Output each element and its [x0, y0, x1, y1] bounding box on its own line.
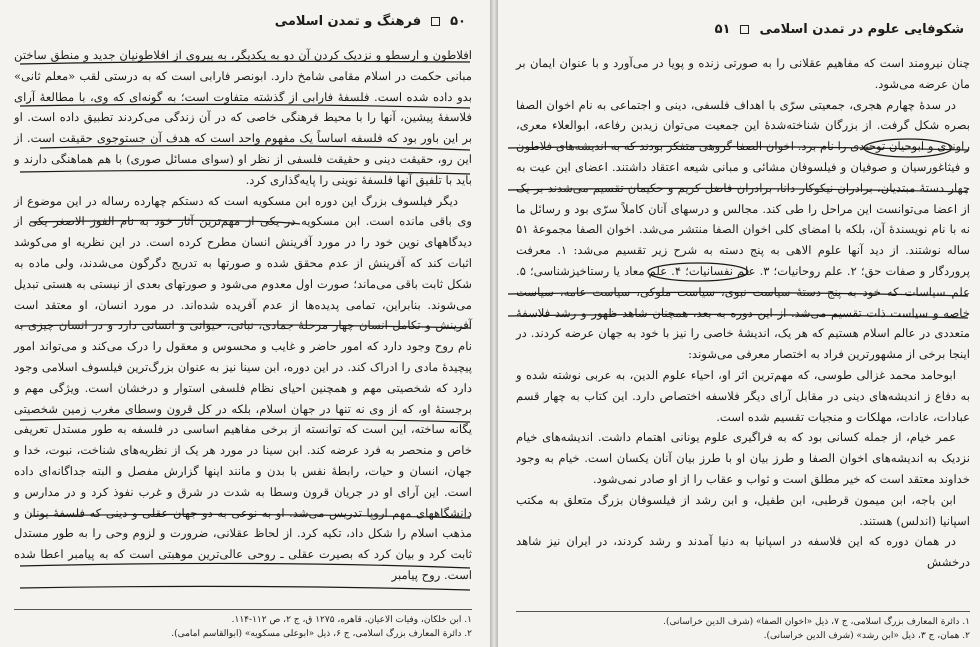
left-page-header: [20, 14, 466, 29]
paragraph: دیگر فیلسوف بزرگ این دوره ابن مسکویه است که دستکم چهارده رساله در این موضوع از وی باقی مانده است. ابن مسکویه در یکی از مهم‌ترین آثار خود به نام الفوز الاصغر یکی از دیدگاههای نوین خود را در مورد آفرینش انسان مطرح کرده است. در این نظریه او می‌کوشد اثبات کند که آفرینش از عدم محقق شده و صورتها به تدریج دگرگون می‌شدند، ولی ماده به شکل ثابت باقی می‌ماند؛ صورت اول معدوم می‌شود و صورتهای بعدی از نیستی به هستی تبدیل می‌شوند. بنابراین، تمامی پدیده‌ها از عدم آفریده شده‌اند. در مورد انسان، او معتقد است آفرینش و تکامل انسان چهار مرحلهٔ جمادی، نباتی، حیوانی و انسانی دارد و در انسان چیزی به نام روح وجود دارد که امور حاضر و غایب و محسوس و معقول را درک می‌کند و می‌تواند امور پیچیدهٔ مادی را ادراک کند. در این دوره، ابن سینا نیز به عنوان بزرگ‌ترین فیلسوف اسلامی وجود دارد که شخصیتی مهم و همچنین احیای نظام فلسفی استوار و درخشان است. ویژگی مهم و برجستهٔ او، که از وی نه تنها در جهان اسلام، بلکه در کل قرون وسطای مغرب زمین شخصیتی یگانه ساخته، این است که توانسته از برخی مفاهیم اساسی در فلسفه به طور مستدل تعریفی خاص و منحصر به فرد عرضه کند. ابن سینا در مورد هر یک از نظریه‌های شناخت، نبوت، خدا و جهان، انسان و حیات، رابطهٔ نفس با بدن و مانند اینها گزارش مفصل و البته جداگانه‌ای داده است. این آرای او در جریان قرون وسطا به شدت در شرق و غرب نفوذ کرد و در مدارس و دانشگاههای مهم اروپا تدریس می‌شد. او به نوعی به دو جهان عقلی و دینی که فلسفهٔ یونان و مذهب اسلام را شکل داد، تکیه کرد. از لحاظ عقلانی، ضرورت و لزوم وحی را به طور مستدل ثابت کرد و بیان کرد که بصیرت عقلی ـ روحی عالی‌ترین موهبتی است که به پیامبر اعطا شده است. روح پیامبر: [14, 193, 472, 582]
paragraph: در همان دوره که این فلاسفه در اسپانیا به دنیا آمدند و رشد کردند، در ایران نیز شاهد درخشش: [516, 534, 970, 570]
page-number: ۵۱: [714, 22, 731, 37]
footnote: ۱. ابن خلکان، وفیات الاعیان، قاهره، ۱۲۷۵ ق، ج ۲، ص ۱۱۲-۱۱۴.: [231, 615, 472, 625]
paragraph: چنان نیرومند است که مفاهیم عقلانی را به صورتی زنده و پویا در می‌آورد و با عنوان ایمان بر مان عرضه می‌شود.: [516, 56, 970, 91]
footnotes: [516, 611, 970, 643]
running-title: فرهنگ و تمدن اسلامی: [274, 14, 422, 29]
footnote: ۲. دائرة المعارف بزرگ اسلامی، ج ۶، ذیل «ابوعلی مسکویه» (ابوالقاسم امامی).: [171, 629, 472, 639]
right-page: [498, 0, 980, 647]
paragraph: در سدهٔ چهارم هجری، جمعیتی سرّی با اهداف فلسفی، دینی و اجتماعی به نام اخوان الصفا بصره شکل گرفت. از بزرگان شناخته‌شدهٔ این جمعیت می‌توان زیدبن رفاعه، ابوالعلاء معری، راوندی و ابوحیان توحیدی را نام برد. اخوان الصفا گروهی متفکر بودند که به اندیشه‌های فلاطون و فیثاغورسیان و صوفیان و فیلسوفان مشائی و مبانی شیعه اعتقاد داشتند. اعضای این عیت به چهار دستهٔ مبتدیان، برادران نیکوکار دانا، برادران فاضل کریم و حکیمان تقسیم می‌شدند بر یک از اعضا می‌توانست این مراحل را طی کند. مجالس و درسهای آنان کاملاً سرّی بود و رسائل ما نه با نام نویسندهٔ آن، بلکه با امضای کلی اخوان الصفا منتشر می‌شد. اخوان الصفا مجموعهٔ ۵۱ ساله نوشتند. از دید آنها علوم الاهی به پنج دسته به شرح زیر تقسیم می‌شد: ۱. معرفت پروردگار و صفات حق؛ ۲. علم روحانیات؛ ۳. علم نفسانیات؛ ۴. علم معاد یا رستاخیزشناسی؛ ۵. علم سیاسات که خود به پنج دستهٔ سیاست نبوی، سیاست ملوکی، سیاست عامه، سیاست خاصه و سیاست ذات تقسیم می‌شد. از این دوره به بعد، همچنان شاهد ظهور و رشد فلاسفهٔ متعددی در عالم اسلام هستیم که هر یک، اندیشهٔ خاصی را نیز با خود به جهان عرضه کردند. در اینجا برخی از مشهورترین فراد به اختصار معرفی می‌شوند:: [516, 97, 971, 362]
right-page-header: [522, 22, 964, 37]
paragraph: عمر خیام، از جمله کسانی بود که به فراگیری علوم یونانی اهتمام داشت. اندیشه‌های خیام نزدیک به اندیشه‌های اخوان الصفا و طرز بیان او با طرز بیان آنان یکسان است. خیام به وجود خداوند معتقد است که خیر مطلق است و ثواب و عقاب را از او صادر نمی‌شود.: [516, 430, 970, 486]
square-ornament-icon: [740, 25, 749, 34]
footnote: ۲. همان، ج ۳، ذیل «ابن رشد» (شرف الدین خراسانی).: [763, 631, 970, 641]
paragraph: ابوحامد محمد غزالی طوسی، که مهم‌ترین اثر او، احیاء علوم الدین، به عربی نوشته شده و به دفاع ز اندیشه‌های دینی در مقابل آرای دیگر فلاسفه اختصاص دارد. این کتاب به چهار قسم عبادات، عادات، مهلکات و منجیات تقسیم شده است.: [516, 367, 970, 424]
square-ornament-icon: [431, 17, 440, 26]
running-title: شکوفایی علوم در تمدن اسلامی: [759, 22, 964, 37]
paragraph: افلاطون و ارسطو و نزدیک کردن آن دو به یکدیگر، به پیروی از افلاطونیان جدید و منطق ساختن مبانی حکمت در اسلام مقامی شامخ دارد. ابونصر فارابی است که به درستی لقب «معلم ثانی» بدو داده شده است. فلسفهٔ فارابی از گذشته متفاوت است؛ به گونه‌ای که وی، با مطالعهٔ آرای فلاسفهٔ پیشین، آنها را با محیط فرهنگی خاصی که در آن زندگی می‌کردند تطبیق داده است. او بر این باور بود که فلسفه اساساً یک مفهوم واحد است که هدف آن جستوجوی حقیقت است. از این رو، حقیقت دینی و حقیقت فلسفی از نظر او (سوای مسائل صوری) با هم هماهنگی دارند و باید با تلفیق آنها فلسفهٔ نوینی را پایه‌گذاری کرد.: [14, 48, 472, 187]
page-number: ۵۰: [450, 14, 466, 29]
footnote: ۱. دائرة المعارف بزرگ اسلامی، ج ۷، ذیل «اخوان الصفا» (شرف الدین خراسانی).: [663, 617, 970, 627]
footnotes: [14, 609, 472, 641]
book-gutter: [490, 0, 498, 647]
paragraph: ابن باجه، ابن میمون قرطبی، ابن طفیل، و ابن رشد از فیلسوفان بزرگ متعلق به مکتب اسپانیا (اندلس) هستند.: [516, 492, 970, 528]
